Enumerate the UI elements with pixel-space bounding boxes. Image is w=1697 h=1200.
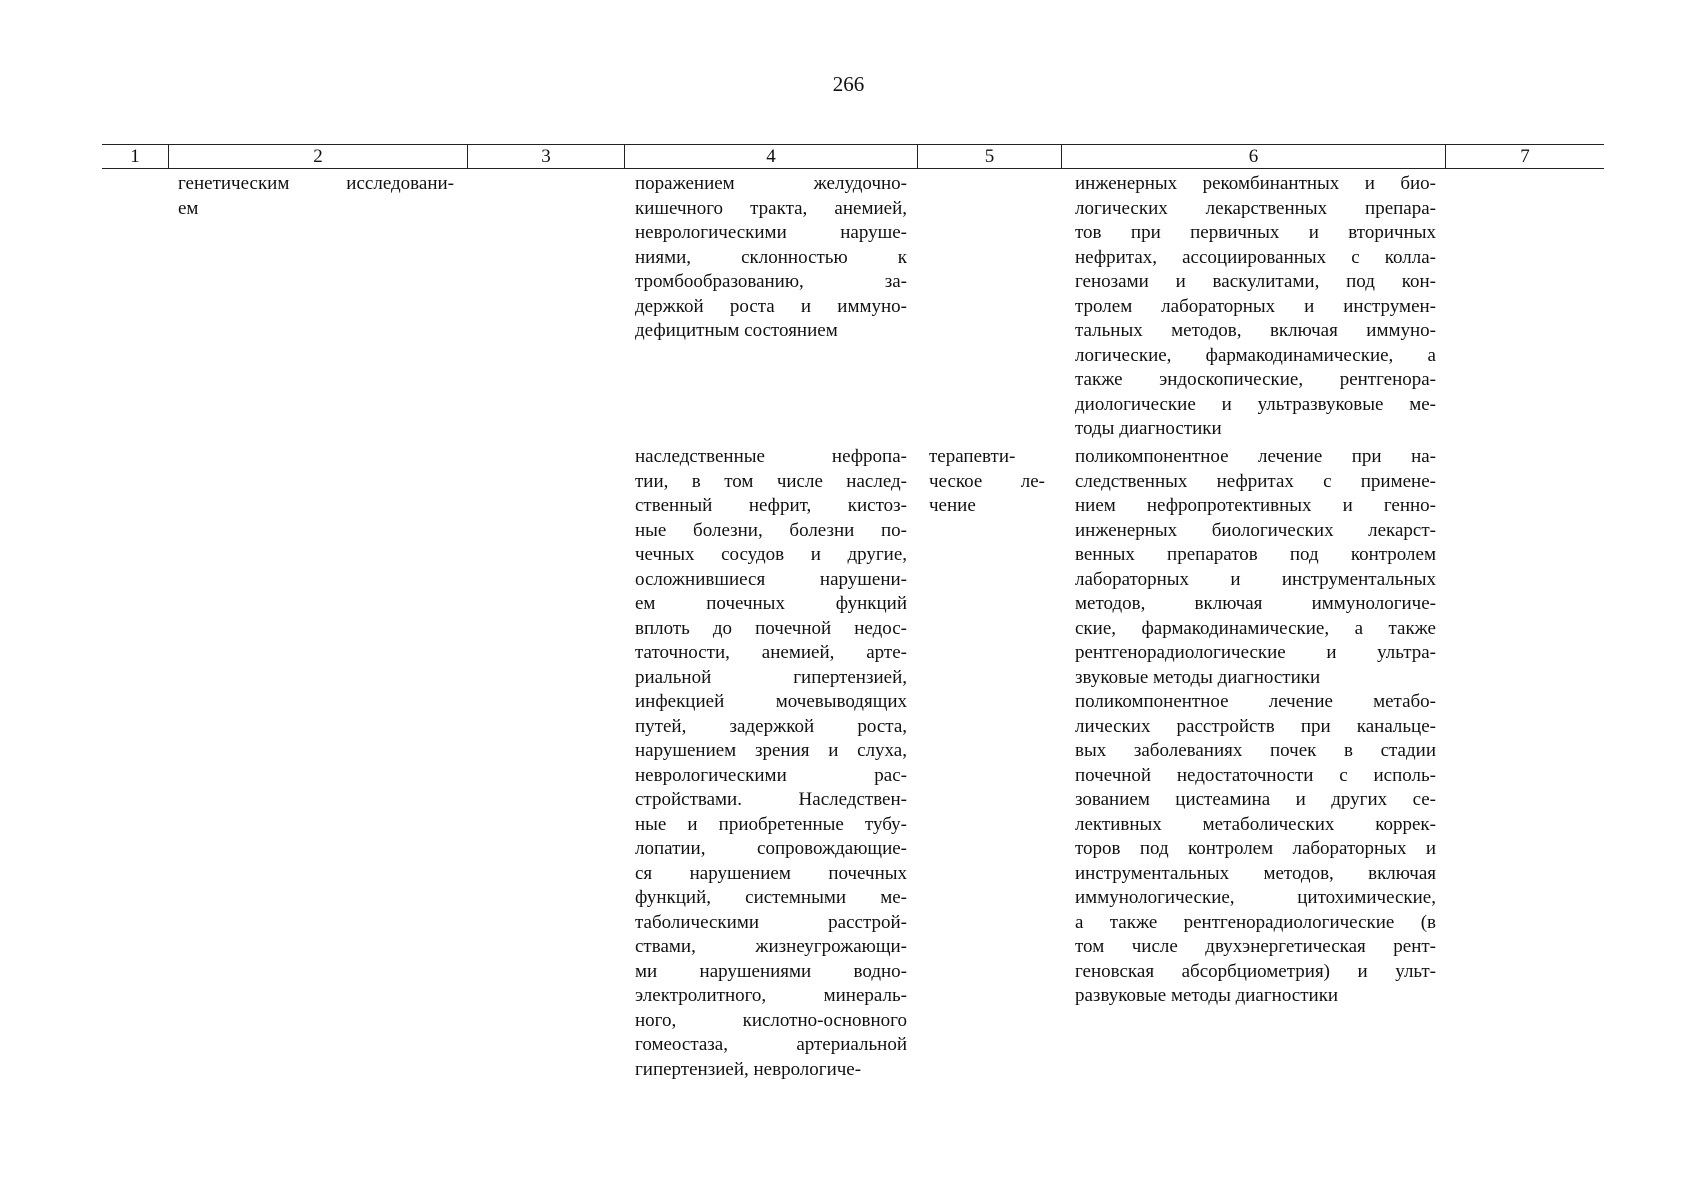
text-line: логические, фармакодинамические, а [1075, 344, 1436, 366]
text-line: таточности, анемией, арте- [635, 642, 907, 663]
text-line: ного, кислотно-основного [635, 1009, 907, 1031]
text-line: электролитного, минераль- [635, 985, 907, 1006]
text-line: тромбообразованию, за- [635, 271, 907, 292]
text-line: логических лекарственных препара- [1075, 197, 1436, 219]
text-line: гипертензией, неврологиче- [635, 1058, 862, 1080]
text-line: стройствами. Наследствен- [635, 789, 907, 810]
text-line: дефицитным состоянием [635, 320, 838, 341]
header-col-6: 6 [1061, 145, 1445, 168]
text-line: звуковые методы диагностики [1075, 666, 1321, 688]
text-line: поражением желудочно- [635, 173, 907, 194]
text-line: тоды диагностики [1075, 418, 1222, 439]
text-line: кишечного тракта, анемией, [635, 197, 907, 219]
text-line: тролем лабораторных и инструмен- [1075, 295, 1436, 317]
text-line: следственных нефритах с примене- [1075, 470, 1436, 492]
text-line: а также рентгенорадиологические (в [1075, 911, 1436, 933]
col4-cell-hereditary-nephropathies [635, 445, 907, 1082]
text-line: тов при первичных и вторичных [1075, 222, 1436, 243]
text-line: нием нефропротективных и генно- [1075, 495, 1436, 516]
text-line: иммунологические, цитохимические, [1075, 887, 1436, 908]
text-line: неврологическими рас- [635, 764, 907, 786]
text-line: лабораторных и инструментальных [1075, 568, 1436, 590]
text-line: лопатии, сопровождающие- [635, 838, 907, 859]
text-line: чечных сосудов и другие, [635, 544, 907, 565]
col6-cell-metabolic-treatment [1075, 690, 1436, 1009]
col6-cell-recombinant [1075, 172, 1436, 442]
text-line: вых заболеваниях почек в стадии [1075, 740, 1436, 761]
text-line: тии, в том числе наслед- [635, 470, 907, 492]
header-col-3: 3 [467, 145, 624, 168]
col2-cell-genetic [178, 172, 454, 221]
header-col-2: 2 [168, 145, 467, 168]
text-line: ми нарушениями водно- [635, 960, 907, 982]
text-line: ем [178, 197, 199, 219]
text-line: ственный нефрит, кистоз- [635, 495, 907, 516]
text-line: нефритах, ассоциированных с колла- [1075, 246, 1436, 268]
text-line: инструментальных методов, включая [1075, 862, 1436, 884]
header-col-1: 1 [130, 146, 140, 167]
text-line: зованием цистеамина и других се- [1075, 789, 1436, 810]
text-line: инфекцией мочевыводящих [635, 691, 907, 712]
text-line: поликомпонентное лечение метабо- [1075, 691, 1436, 712]
text-line: ся нарушением почечных [635, 862, 907, 884]
text-line: инженерных биологических лекарст- [1075, 519, 1436, 541]
text-line: чение [929, 495, 976, 516]
text-line: функций, системными ме- [635, 887, 907, 908]
text-line: ческое ле- [929, 470, 1045, 492]
text-line: ные и приобретенные тубу- [635, 813, 907, 835]
text-line: ем почечных функций [635, 593, 907, 614]
text-line: почечной недостаточности с исполь- [1075, 764, 1436, 786]
text-line: рентгенорадиологические и ультра- [1075, 642, 1436, 663]
text-line: терапевти- [929, 446, 1016, 467]
table-header-row [102, 144, 1604, 169]
text-line: ские, фармакодинамические, а также [1075, 617, 1436, 639]
text-line: таболическими расстрой- [635, 911, 907, 933]
text-line: развуковые методы диагностики [1075, 985, 1339, 1006]
text-line: генозами и васкулитами, под кон- [1075, 271, 1436, 292]
text-line: методов, включая иммунологиче- [1075, 593, 1436, 614]
text-line: ствами, жизнеугрожающи- [635, 936, 907, 957]
header-col-5: 5 [917, 145, 1061, 168]
text-line: осложнившиеся нарушени- [635, 568, 907, 590]
text-line: держкой роста и иммуно- [635, 295, 907, 317]
text-line: генетическим исследовани- [178, 173, 454, 194]
text-line: торов под контролем лабораторных и [1075, 838, 1436, 859]
text-line: тальных методов, включая иммуно- [1075, 320, 1436, 341]
text-line: инженерных рекомбинантных и био- [1075, 173, 1436, 194]
text-line: лических расстройств при канальце- [1075, 715, 1436, 737]
text-line: вплоть до почечной недос- [635, 617, 907, 639]
text-line: нарушением зрения и слуха, [635, 740, 907, 761]
text-line: ниями, склонностью к [635, 246, 907, 268]
text-line: том числе двухэнергетическая рент- [1075, 936, 1436, 957]
text-line: также эндоскопические, рентгенора- [1075, 369, 1436, 390]
header-col-4: 4 [624, 145, 917, 168]
col6-cell-hereditary-treatment [1075, 445, 1436, 690]
text-line: геновская абсорбциометрия) и ульт- [1075, 960, 1436, 982]
text-line: лективных метаболических коррек- [1075, 813, 1436, 835]
text-line: поликомпонентное лечение при на- [1075, 446, 1436, 467]
header-col-7: 7 [1445, 145, 1604, 168]
text-line: ные болезни, болезни по- [635, 519, 907, 541]
text-line: неврологическими наруше- [635, 222, 907, 243]
text-line: путей, задержкой роста, [635, 715, 907, 737]
text-line: диологические и ультразвуковые ме- [1075, 393, 1436, 415]
col4-cell-gi-lesion [635, 172, 907, 344]
col5-cell-therapeutic [929, 445, 1045, 519]
text-line: наследственные нефропа- [635, 446, 907, 467]
page-number: 266 [832, 72, 865, 96]
text-line: риальной гипертензией, [635, 666, 907, 688]
text-line: гомеостаза, артериальной [635, 1034, 907, 1055]
text-line: венных препаратов под контролем [1075, 544, 1436, 565]
